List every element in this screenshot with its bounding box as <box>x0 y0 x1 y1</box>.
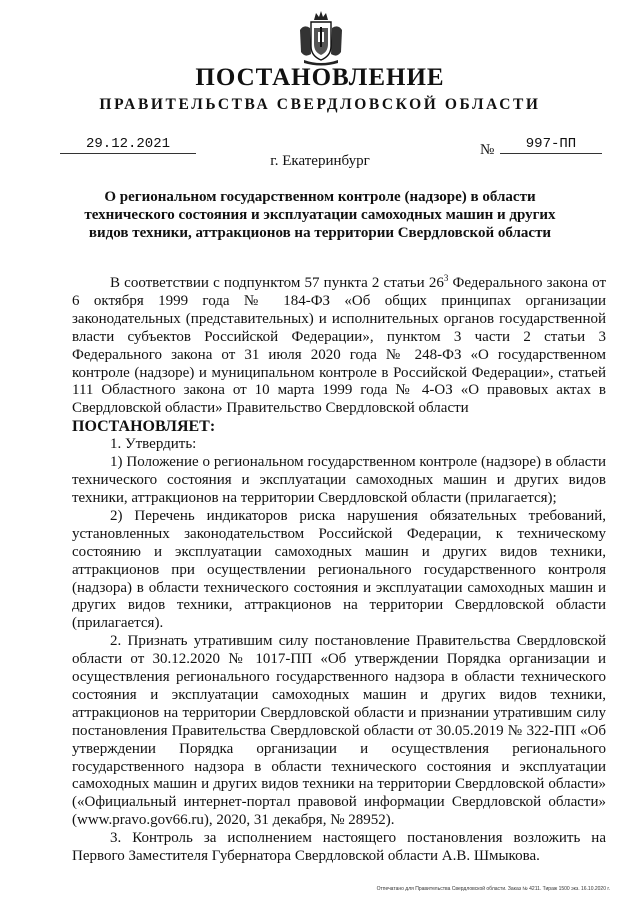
coat-of-arms-emblem <box>298 10 344 66</box>
document-title: О региональном государственном контроле (надзоре) в области технического состояния и эксплуатации самоходных машин и других видов техники, аттракционов на территории Свердловской области <box>84 189 556 241</box>
date-field <box>60 134 196 154</box>
clause-1-item-1: 1) Положение о региональном государственном контроле (надзоре) в области технического состояния и эксплуатации самоходных машин и других видов техники, аттракционов на территории Свердловской области (прилагается); <box>72 454 606 506</box>
clause-1-item-2: 2) Перечень индикаторов риска нарушения обязательных требований, установленных законодательством Российской Федерации, к техническому состоянию и эксплуатации самоходных машин и других видов техники, аттракционов при осуществлении регионального государственного контроля (надзора) в области технического состояния и эксплуатации самоходных машин и других видов техники, аттракционов на территории Свердловской области (прилагается). <box>72 507 606 632</box>
preamble-text-start: В соответствии с подпунктом 57 пункта 2 статьи 26 <box>110 275 444 291</box>
preamble-paragraph <box>72 270 606 418</box>
clause-3: 3. Контроль за исполнением настоящего постановления возложить на Первого Заместителя Губернатора Свердловской области А.В. Шмыкова. <box>72 830 606 865</box>
print-imprint: Отпечатано для Правительства Свердловской области. Заказ № 4211. Тираж 1500 экз. 16.10.2020 г. <box>376 886 610 892</box>
clause-1: 1. Утвердить: <box>110 436 197 453</box>
decree-keyword: ПОСТАНОВЛЯЕТ: <box>72 418 216 436</box>
clause-2: 2. Признать утратившим силу постановление Правительства Свердловской области от 30.12.2020 № 1017-ПП «Об утверждении Порядка организации и осуществления регионального государственного надзора в области технического состояния и эксплуатации самоходных машин и других видов техники, аттракционов на территории Свердловской области и признании утратившим силу постановления Правительства Свердловской области от 30.05.2019 № 322-ПП «Об утверждении Порядка организации и осуществления регионального государственного надзора в области технического состояния и эксплуатации самоходных машин и других видов техники на территории Свердловской области» («Официальный интернет-портал правовой информации Свердловской области» (www.pravo.gov66.ru), 2020, 31 декабря, № 28952). <box>72 633 606 829</box>
preamble-text-end: Федерального закона от 6 октября 1999 года № 184-ФЗ «Об общих принципах организации законодательных (представительных) и исполнительных органов государственной власти субъектов Российской Федерации», пунктом 3 части 2 статьи 3 Федерального закона от 31 июля 2020 года № 248-ФЗ «О государственном контроле (надзоре) и муниципальном контроле в Российской Федерации», статьей 111 Областного закона от 10 марта 1999 года № 4-ОЗ «О правовых актах в Свердловской области» Правительство Свердловской области <box>72 275 607 417</box>
number-field <box>500 134 602 154</box>
document-date: 29.12.2021 <box>85 136 170 152</box>
document-number: 997-ПП <box>525 136 577 152</box>
city-label: г. Екатеринбург <box>270 153 370 169</box>
document-type-heading: ПОСТАНОВЛЕНИЕ <box>195 64 445 91</box>
issuing-authority-heading: ПРАВИТЕЛЬСТВА СВЕРДЛОВСКОЙ ОБЛАСТИ <box>99 96 541 113</box>
document-body <box>72 270 606 866</box>
number-sign: № <box>480 142 495 158</box>
superscript-index: 3 <box>443 273 449 283</box>
